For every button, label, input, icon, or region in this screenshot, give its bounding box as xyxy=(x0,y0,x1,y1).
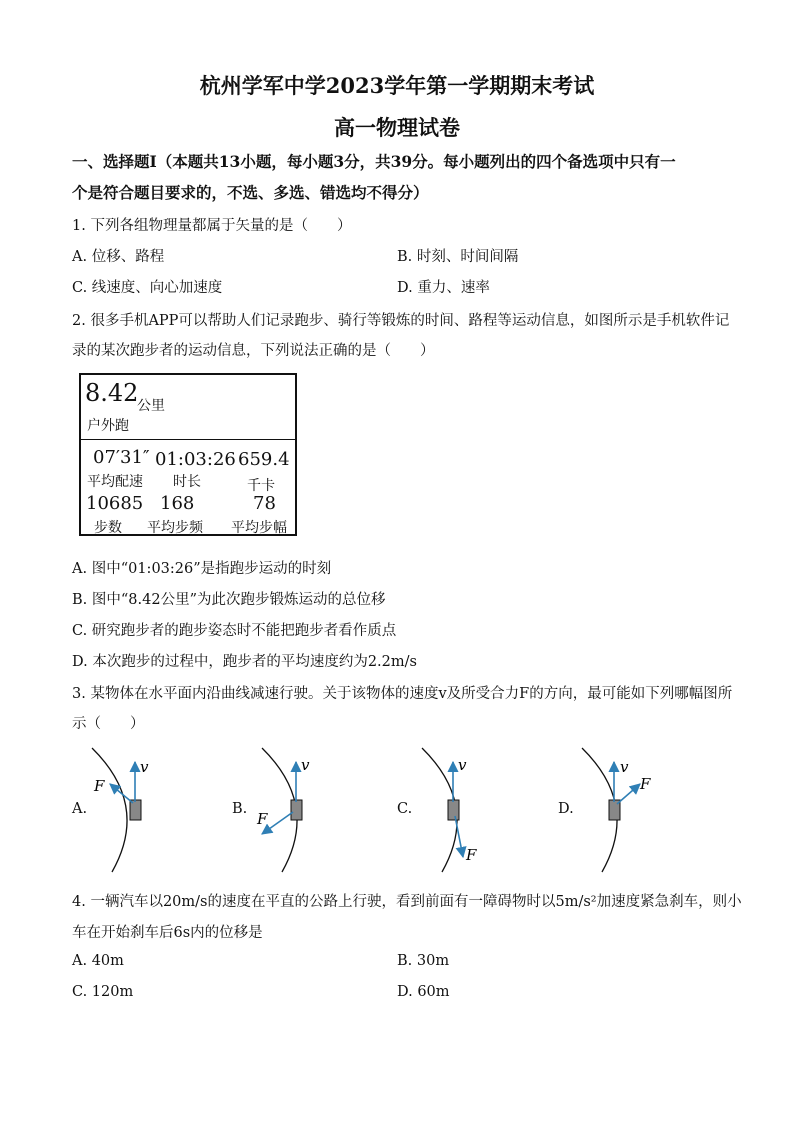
force-arrow xyxy=(110,784,133,803)
object-block xyxy=(448,800,459,820)
q4-stem-line1: 4. 一辆汽车以20m/s的速度在平直的公路上行驶，看到前面有一障碍物时以5m/s²加速度紧急刹车，则小 xyxy=(72,894,742,910)
exam-subtitle: 高一物理试卷 xyxy=(334,115,460,140)
q1-option-a: A. 位移、路程 xyxy=(72,249,165,265)
running-info-panel xyxy=(79,373,297,536)
q3-label-b: B. xyxy=(232,801,248,817)
F-label: F xyxy=(640,775,651,793)
q3-diagrams xyxy=(0,740,794,875)
F-label: F xyxy=(466,846,477,864)
q3-stem-line1: 3. 某物体在水平面内沿曲线减速行驶。关于该物体的速度v及所受合力F的方向，最可能如下列哪幅图所 xyxy=(72,686,733,702)
stride-value: 78 xyxy=(253,493,276,514)
object-block xyxy=(291,800,302,820)
q2-option-d: D. 本次跑步的过程中，跑步者的平均速度约为2.2m/s xyxy=(72,654,417,670)
q2-stem-line1: 2. 很多手机APP可以帮助人们记录跑步、骑行等锻炼的时间、路程等运动信息，如图所示是手机软件记 xyxy=(72,313,730,329)
diagram-a xyxy=(92,748,149,872)
v-label: v xyxy=(458,756,467,774)
cadence-label: 平均步频 xyxy=(147,520,203,536)
run-mode: 户外跑 xyxy=(87,418,129,434)
v-label: v xyxy=(620,758,629,776)
q1-option-c: C. 线速度、向心加速度 xyxy=(72,280,223,296)
q2-option-a: A. 图中“01:03:26”是指跑步运动的时刻 xyxy=(72,561,332,577)
calories-label: 千卡 xyxy=(247,478,275,494)
q2-option-c: C. 研究跑步者的跑步姿态时不能把跑步者看作质点 xyxy=(72,623,397,639)
diagram-c xyxy=(422,748,477,872)
cadence-value: 168 xyxy=(160,493,195,514)
v-label: v xyxy=(301,756,310,774)
force-arrow xyxy=(617,784,640,804)
q2-stem-line2: 录的某次跑步者的运动信息，下列说法正确的是（ ） xyxy=(72,343,435,359)
duration-value: 01:03:26 xyxy=(155,449,236,470)
q3-label-d: D. xyxy=(558,801,574,817)
duration-label: 时长 xyxy=(173,474,201,490)
pace-value: 07′31″ xyxy=(93,447,150,468)
q3-stem-line2: 示（ ） xyxy=(72,716,145,732)
diagram-b xyxy=(256,748,310,872)
q1-option-b: B. 时刻、时间间隔 xyxy=(397,249,519,265)
diagram-d xyxy=(582,748,651,872)
panel-divider xyxy=(81,439,295,440)
distance-value: 8.42 xyxy=(85,379,139,407)
q3-label-c: C. xyxy=(397,801,413,817)
q2-option-b: B. 图中“8.42公里”为此次跑步锻炼运动的总位移 xyxy=(72,592,386,608)
q4-stem-line2: 车在开始刹车后6s内的位移是 xyxy=(72,925,263,941)
section-heading-line1: 一、选择题Ⅰ（本题共13小题，每小题3分，共39分。每小题列出的四个备选项中只有一 xyxy=(72,152,676,171)
object-block xyxy=(130,800,141,820)
v-label: v xyxy=(140,758,149,776)
q1-stem: 1. 下列各组物理量都属于矢量的是（ ） xyxy=(72,218,352,234)
distance-unit: 公里 xyxy=(137,398,165,414)
q1-option-d: D. 重力、速率 xyxy=(397,280,490,296)
F-label: F xyxy=(94,777,105,795)
F-label: F xyxy=(257,810,268,828)
q4-option-a: A. 40m xyxy=(72,953,124,969)
q3-label-a: A. xyxy=(72,801,88,817)
trajectory-curve xyxy=(92,748,127,872)
steps-value: 10685 xyxy=(86,493,144,514)
q4-option-b: B. 30m xyxy=(397,953,450,969)
steps-label: 步数 xyxy=(94,520,122,536)
exam-title: 杭州学军中学2023学年第一学期期末考试 xyxy=(199,73,595,98)
stride-label: 平均步幅 xyxy=(231,520,287,536)
pace-label: 平均配速 xyxy=(87,474,143,490)
calories-value: 659.4 xyxy=(238,449,290,470)
section-heading-line2: 个是符合题目要求的，不选、多选、错选均不得分） xyxy=(72,183,429,202)
q4-option-c: C. 120m xyxy=(72,984,134,1000)
q4-option-d: D. 60m xyxy=(397,984,450,1000)
